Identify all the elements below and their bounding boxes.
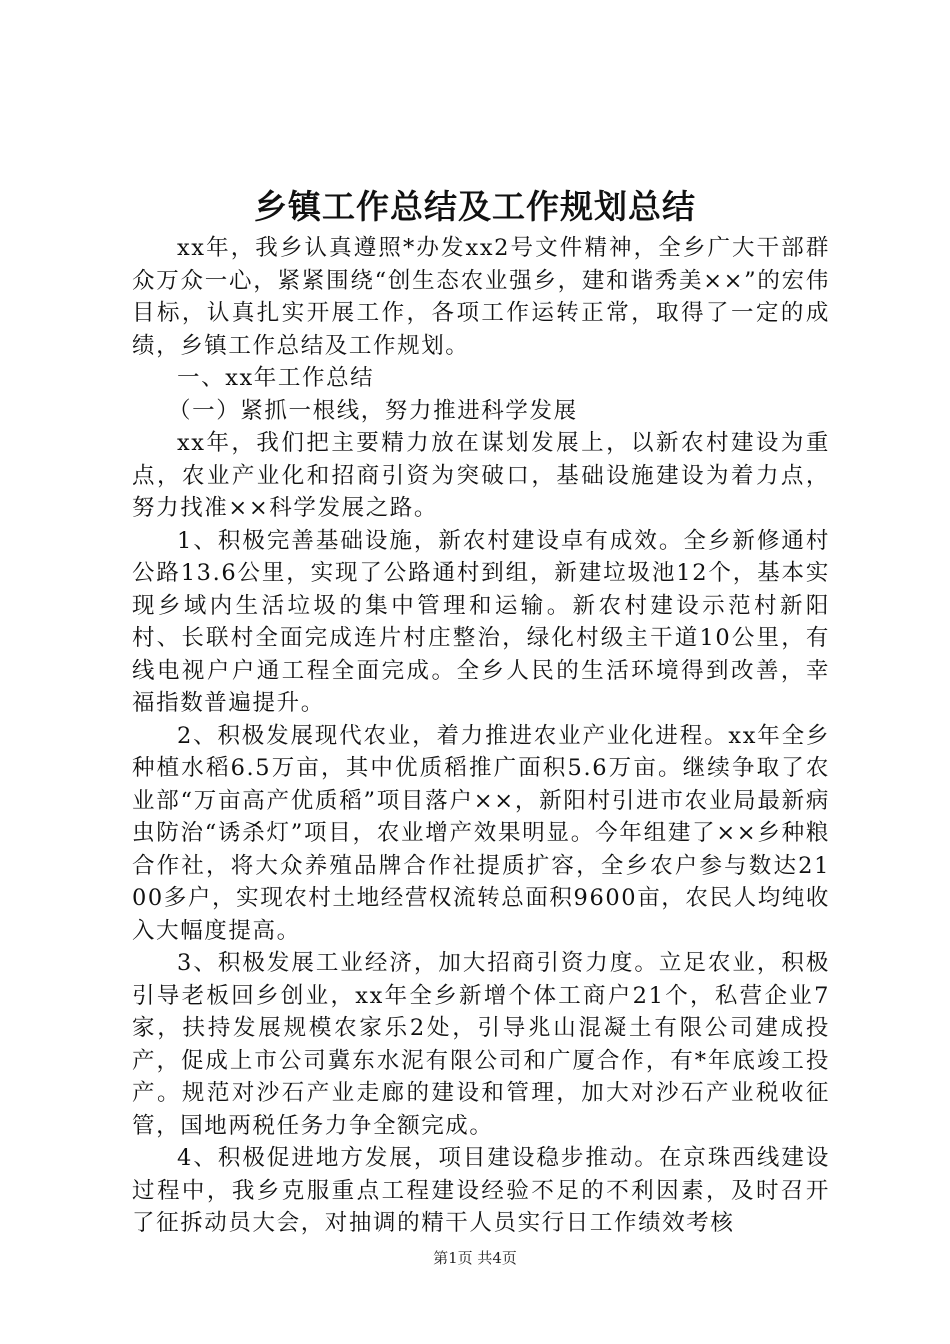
subsection-heading: （一）紧抓一根线，努力推进科学发展 bbox=[168, 397, 578, 424]
document-title: 乡镇工作总结及工作规划总结 bbox=[254, 187, 696, 226]
document-body bbox=[132, 232, 830, 1240]
section-heading: 一、xx年工作总结 bbox=[177, 365, 375, 391]
paragraph-overview: xx年，我们把主要精力放在谋划发展上，以新农村建设为重点，农业产业化和招商引资为突破口，基础设施建设为着力点，努力找准××科学发展之路。 bbox=[132, 430, 830, 521]
page-number-footer: 第1页 共4页 bbox=[433, 1249, 517, 1267]
paragraph-intro: xx年，我乡认真遵照*办发xx2号文件精神，全乡广大干部群众万众一心，紧紧围绕“创生态农业强乡，建和谐秀美××”的宏伟目标，认真扎实开展工作，各项工作运转正常，取得了一定的成绩，乡镇工作总结及工作规划。 bbox=[132, 235, 830, 359]
paragraph-item-4: 4、积极促进地方发展，项目建设稳步推动。在京珠西线建设过程中，我乡克服重点工程建设经验不足的不利因素，及时召开了征拆动员大会，对抽调的精干人员实行日工作绩效考核 bbox=[132, 1145, 830, 1236]
paragraph-item-1: 1、积极完善基础设施，新农村建设卓有成效。全乡新修通村公路13.6公里，实现了公路通村到组，新建垃圾池12个，基本实现乡域内生活垃圾的集中管理和运输。新农村建设示范村新阳村、长联村全面完成连片村庄整治，绿化村级主干道10公里，有线电视户户通工程全面完成。全乡人民的生活环境得到改善，幸福指数普遍提升。 bbox=[132, 527, 830, 716]
paragraph-item-2: 2、积极发展现代农业，着力推进农业产业化进程。xx年全乡种植水稻6.5万亩，其中优质稻推广面积5.6万亩。继续争取了农业部“万亩高产优质稻”项目落户××，新阳村引进市农业局最新病虫防治“诱杀灯”项目，农业增产效果明显。今年组建了××乡种粮合作社，将大众养殖品牌合作社提质扩容，全乡农户参与数达2100多户，实现农村土地经营权流转总面积9600亩，农民人均纯收入大幅度提高。 bbox=[132, 722, 830, 944]
paragraph-item-3: 3、积极发展工业经济，加大招商引资力度。立足农业，积极引导老板回乡创业，xx年全乡新增个体工商户21个，私营企业7家，扶持发展规模农家乐2处，引导兆山混凝土有限公司建成投产，促成上市公司冀东水泥有限公司和广厦合作，有*年底竣工投产。规范对沙石产业走廊的建设和管理，加大对沙石产业税收征管，国地两税任务力争全额完成。 bbox=[132, 950, 830, 1139]
